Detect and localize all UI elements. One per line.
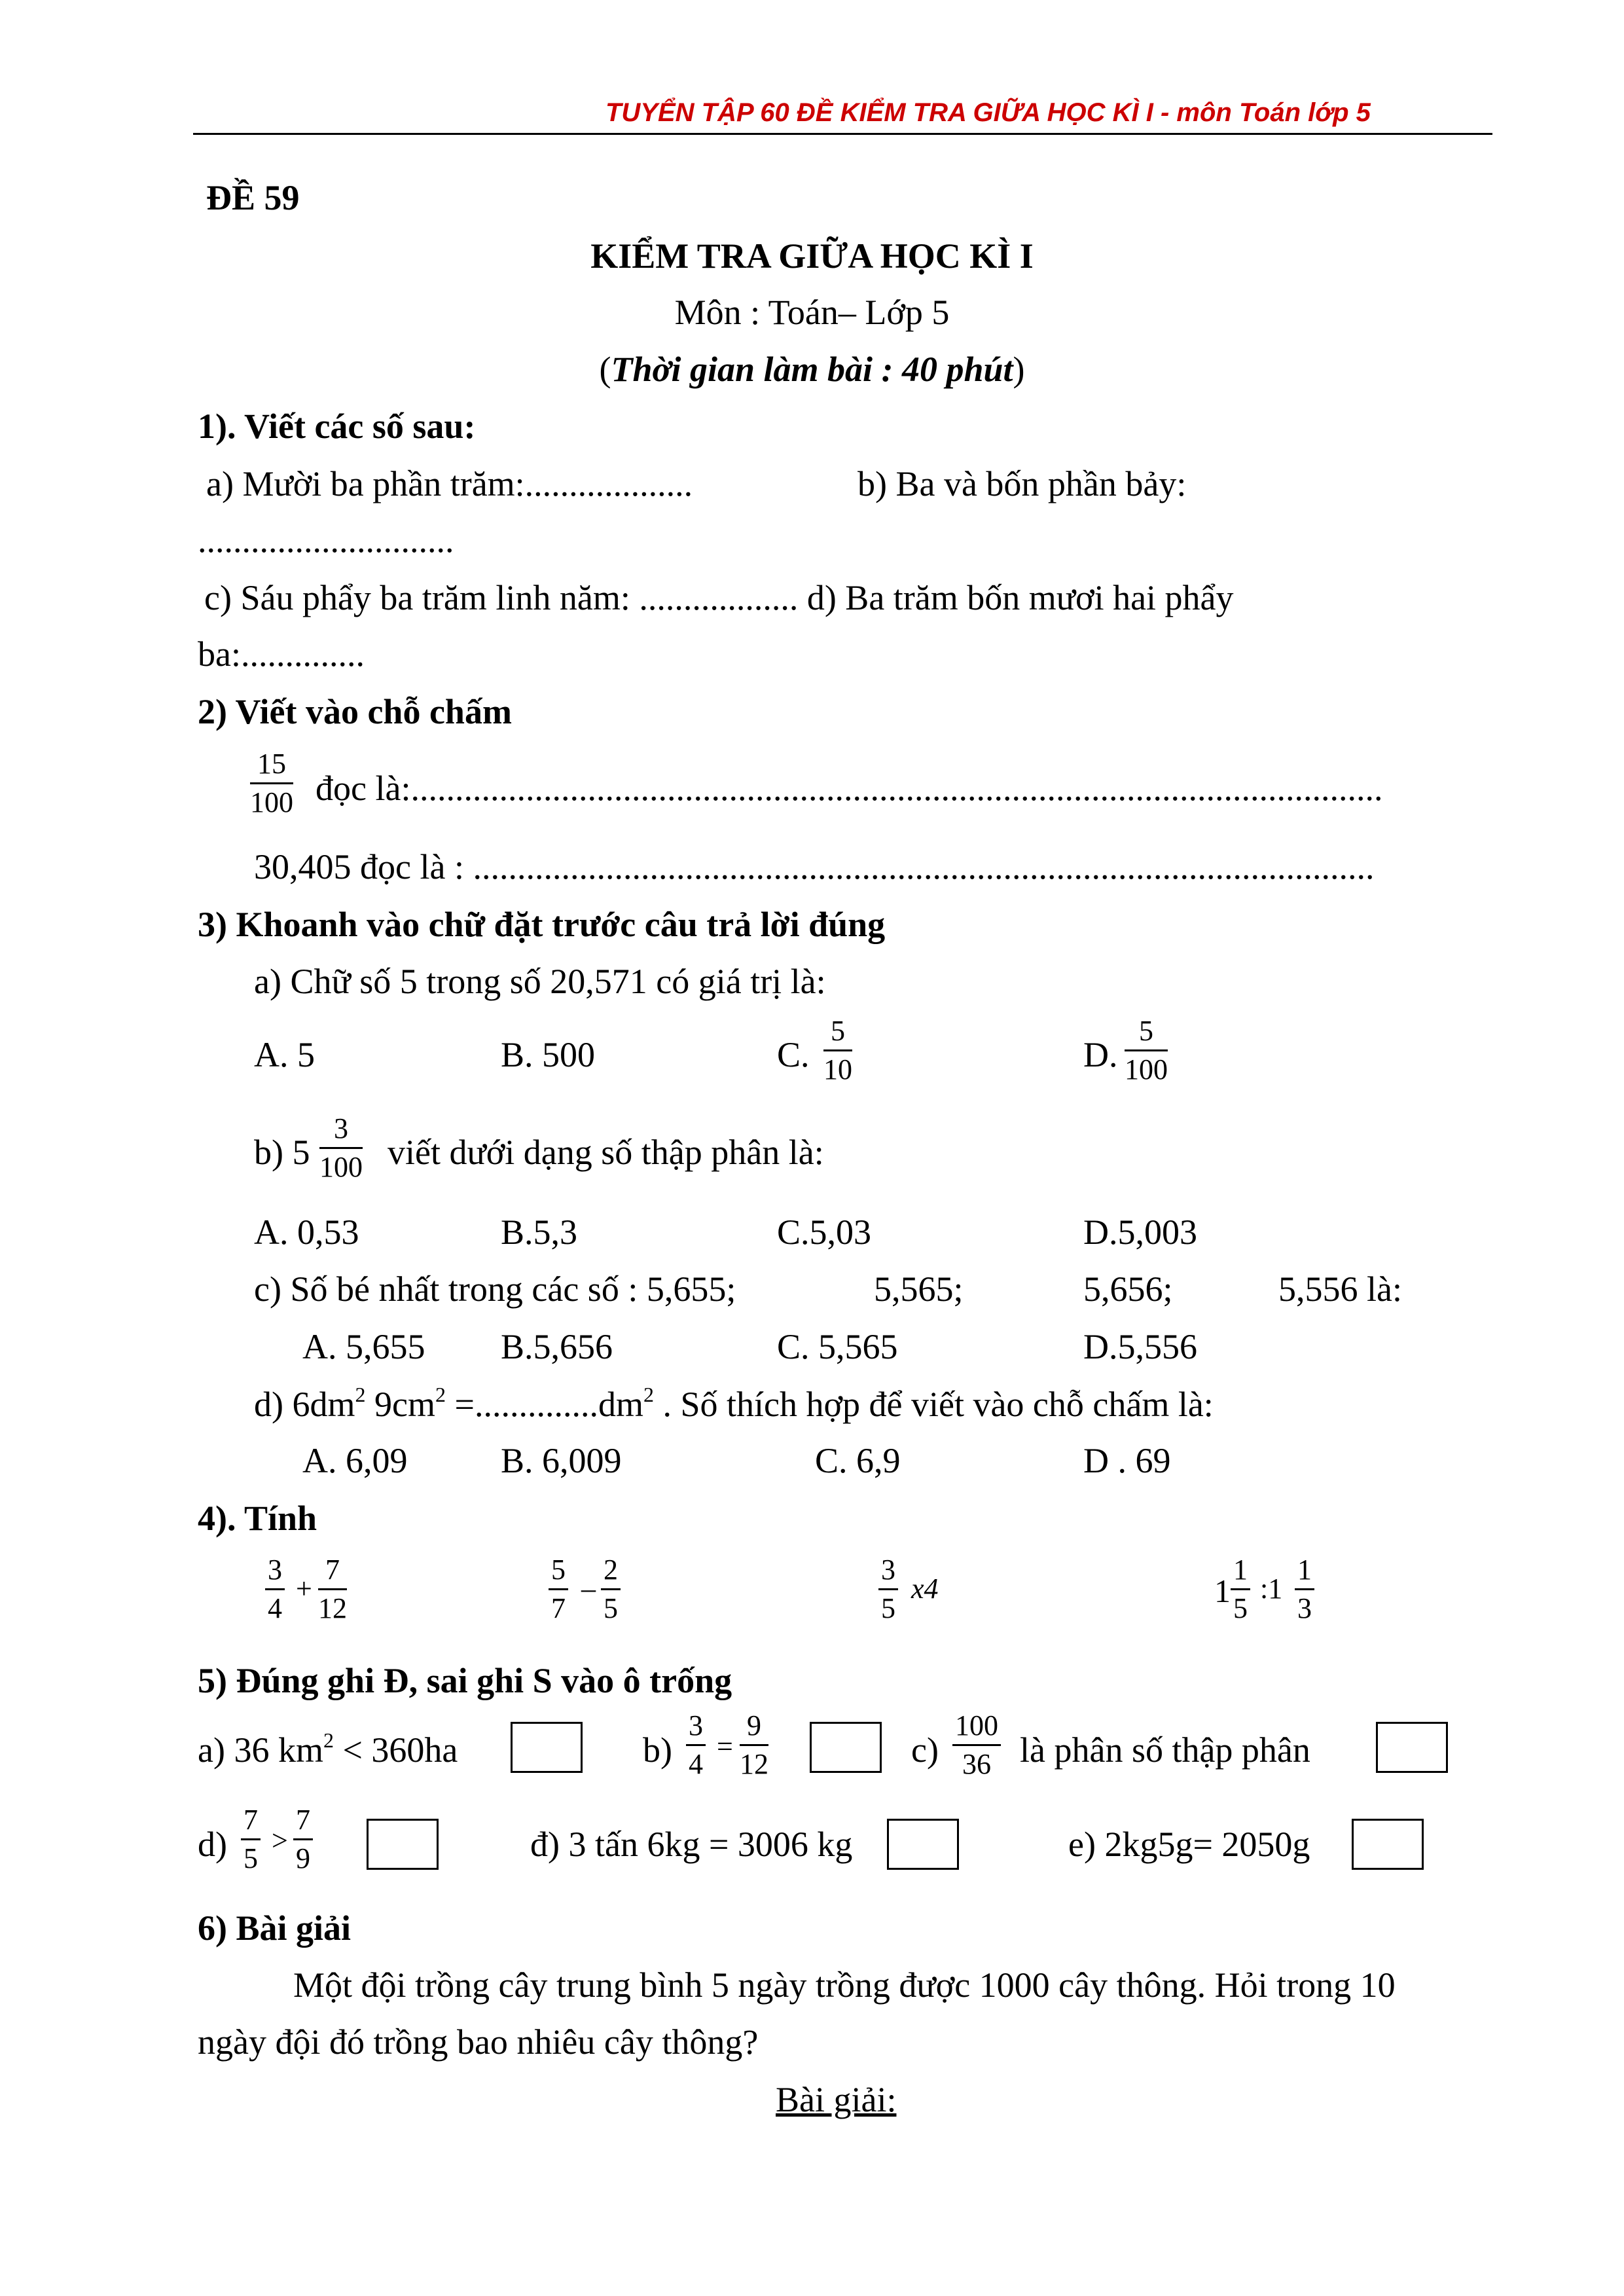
q5d-prefix: d) — [198, 1825, 227, 1864]
exam-number: ĐỀ 59 — [206, 178, 300, 217]
q6-problem-line1: Một đội trồng cây trung bình 5 ngày trồng được 1000 cây thông. Hỏi trong 10 — [293, 1965, 1396, 2005]
q3b-option-d: D.5,003 — [1083, 1212, 1197, 1252]
q5b-answer-box[interactable] — [810, 1722, 882, 1773]
q1-b: b) Ba và bốn phần bảy: — [857, 464, 1187, 503]
q3a-option-b: B. 500 — [501, 1035, 596, 1074]
q4-heading: 4). Tính — [198, 1499, 317, 1538]
q4-expr1-frac2: $\frac{7}{12}$ — [318, 1554, 347, 1624]
q5e-statement: e) 2kg5g= 2050g — [1068, 1825, 1310, 1864]
q3b-option-c: C.5,03 — [777, 1212, 872, 1252]
q1-d-cont: ba:.............. — [198, 634, 365, 674]
q3c-value-2: 5,565; — [874, 1269, 964, 1309]
q3a-option-d-label: D. — [1083, 1035, 1118, 1074]
q4-expr2-frac2: $\frac{2}{5}$ — [601, 1556, 621, 1623]
q5d-answer-box[interactable] — [367, 1819, 439, 1870]
q3c-option-d: D.5,556 — [1083, 1327, 1197, 1366]
q3b-prefix: b) 5 — [254, 1133, 310, 1172]
q3c-value-4: 5,556 là: — [1278, 1269, 1402, 1309]
q4-expr4-op: :1 — [1260, 1573, 1283, 1605]
q2-line2: 30,405 đọc là : ...................................................................................................... — [254, 847, 1375, 886]
q5dd-statement: đ) 3 tấn 6kg = 3006 kg — [530, 1825, 853, 1864]
q5c-text: là phân số thập phân — [1020, 1730, 1310, 1770]
q3d-option-c: C. 6,9 — [815, 1441, 901, 1480]
q5b-op: = — [717, 1730, 733, 1762]
q1-c: c) Sáu phẩy ba trăm linh năm: .................. d) Ba trăm bốn mươi hai phẩy — [204, 578, 1234, 617]
exam-title: KIỂM TRA GIỮA HỌC KÌ I — [590, 236, 1034, 276]
q3c-question: c) Số bé nhất trong các số : 5,655; — [254, 1269, 736, 1309]
q3d-option-b: B. 6,009 — [501, 1441, 622, 1480]
q5b-frac1: $\frac{3}{4}$ — [686, 1711, 706, 1779]
series-title: TUYỂN TẬP 60 ĐỀ KIỂM TRA GIỮA HỌC KÌ I - môn Toán lớp 5 — [605, 98, 1371, 127]
q4-expr1-frac1: $\frac{3}{4}$ — [265, 1556, 285, 1623]
q5a-answer-box[interactable] — [511, 1722, 583, 1773]
q3c-option-b: B.5,656 — [501, 1327, 613, 1366]
q4-expr1-op: + — [296, 1573, 312, 1605]
q3b-option-a: A. 0,53 — [254, 1212, 359, 1252]
q1-a: a) Mười ba phần trăm:................... — [206, 464, 693, 503]
q2-heading: 2) Viết vào chỗ chấm — [198, 692, 512, 731]
q3b-option-b: B.5,3 — [501, 1212, 578, 1252]
q5d-op: > — [272, 1825, 288, 1857]
q1-heading: 1). Viết các số sau: — [198, 407, 476, 446]
q3-heading: 3) Khoanh vào chữ đặt trước câu trả lời đúng — [198, 905, 886, 944]
q3b-question: viết dưới dạng số thập phân là: — [388, 1133, 824, 1172]
q5c-answer-box[interactable] — [1376, 1722, 1448, 1773]
q5e-answer-box[interactable] — [1352, 1819, 1424, 1870]
q3b-fraction: $\frac{3}{100}$ — [319, 1112, 363, 1183]
q3a-option-c-label: C. — [777, 1035, 810, 1074]
q2-line1: đọc là:.............................................................................................................. — [316, 769, 1383, 808]
q6-heading: 6) Bài giải — [198, 1908, 352, 1948]
q3c-option-c: C. 5,565 — [777, 1327, 898, 1366]
exam-subject: Môn : Toán– Lớp 5 — [674, 293, 950, 332]
q1-b-dots: ............................. — [198, 520, 454, 560]
q5c-fraction: $\frac{100}{36}$ — [952, 1711, 1001, 1779]
exam-time: (Thời gian làm bài : 40 phút) — [599, 350, 1025, 389]
q5d-frac1: $\frac{7}{5}$ — [241, 1806, 261, 1873]
q5a-statement: a) 36 $km^2 < 360ha$ — [198, 1728, 458, 1770]
q4-expr3-frac: $\frac{3}{5}$ — [878, 1556, 898, 1623]
q3c-option-a: A. 5,655 — [302, 1327, 425, 1366]
q3d-question: d) $6dm^2$ $9cm^2 =..............dm^2$ . Số thích hợp để viết vào chỗ chấm là: — [254, 1383, 1214, 1424]
q2-fraction: $\frac{15}{100}$ — [250, 748, 293, 818]
q3d-option-d: D . 69 — [1083, 1441, 1171, 1480]
q3d-option-a: A. 6,09 — [302, 1441, 408, 1480]
q3a-question: a) Chữ số 5 trong số 20,571 có giá trị là: — [254, 962, 826, 1001]
q5c-prefix: c) — [911, 1730, 939, 1770]
q6-solution-label: Bài giải: — [776, 2080, 897, 2119]
q6-problem-line2: ngày đội đó trồng bao nhiêu cây thông? — [198, 2022, 759, 2062]
q5b-frac2: $\frac{9}{12}$ — [740, 1709, 768, 1780]
header-rule — [193, 133, 1492, 135]
q4-expr4-frac2: $\frac{1}{3}$ — [1295, 1556, 1314, 1623]
q3a-option-d-fraction: $\frac{5}{100}$ — [1125, 1015, 1168, 1085]
q5d-frac2: $\frac{7}{9}$ — [293, 1806, 313, 1873]
q4-expr2-frac1: $\frac{5}{7}$ — [549, 1556, 568, 1623]
q3a-option-a: A. 5 — [254, 1035, 315, 1074]
q3c-value-3: 5,656; — [1083, 1269, 1173, 1309]
q5-heading: 5) Đúng ghi Đ, sai ghi S vào ô trống — [198, 1661, 732, 1700]
q5b-prefix: b) — [643, 1730, 672, 1770]
q4-expr4-frac1: $\frac{1}{5}$ — [1231, 1556, 1250, 1623]
q4-expr2-op: – — [581, 1573, 596, 1605]
q3a-option-c-fraction: $\frac{5}{10}$ — [823, 1015, 852, 1085]
q4-expr3-tail: x4 — [911, 1573, 939, 1605]
q4-expr4-whole: 1 — [1214, 1573, 1231, 1609]
q5dd-answer-box[interactable] — [887, 1819, 959, 1870]
